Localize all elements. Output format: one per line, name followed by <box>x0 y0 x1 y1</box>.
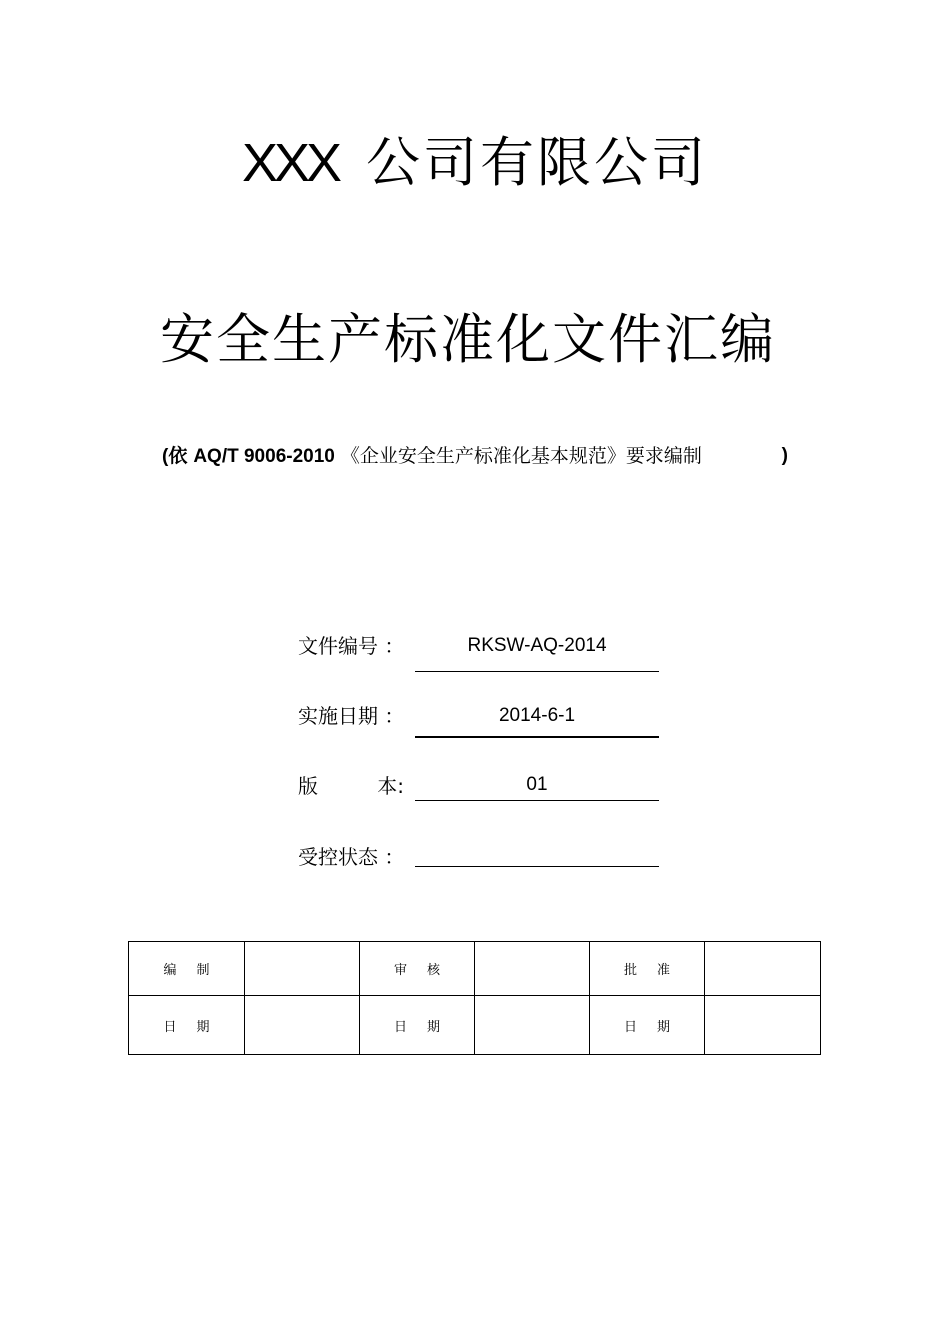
approve-label: 批准 <box>623 963 690 978</box>
compile-label-cell <box>129 942 245 996</box>
control-status-label: 受控状态 ： <box>298 845 405 869</box>
version-underline <box>415 800 659 801</box>
version-label-right: 本: <box>377 774 404 798</box>
compile-date-cell[interactable] <box>245 996 360 1055</box>
company-prefix: XXX <box>241 133 339 193</box>
compile-date-label-cell <box>129 996 245 1055</box>
approve-date-label: 日期 <box>623 1019 690 1035</box>
review-label-cell <box>360 942 475 996</box>
effective-date-value: 2014-6-1 <box>498 705 576 726</box>
company-name <box>0 128 950 198</box>
effective-date-label: 实施日期 ： <box>298 704 405 728</box>
standard-basis <box>162 441 802 471</box>
doc-number-field <box>298 631 660 671</box>
effective-date-underline <box>415 736 659 738</box>
approve-date-label-cell <box>590 996 705 1055</box>
control-status-field <box>298 842 660 882</box>
effective-date-field <box>298 701 660 741</box>
basis-standard-code: AQ/T 9006-2010 <box>193 446 335 467</box>
approve-label-cell <box>590 942 705 996</box>
basis-close: ) <box>781 445 788 466</box>
version-field <box>298 771 660 811</box>
review-date-cell[interactable] <box>475 996 590 1055</box>
basis-open: (依 <box>162 446 188 467</box>
company-suffix: 公司有限公司 <box>366 131 709 194</box>
doc-number-value: RKSW-AQ-2014 <box>467 635 607 656</box>
compile-date-label: 日期 <box>163 1019 230 1035</box>
compile-signature-cell[interactable] <box>245 942 360 996</box>
review-label: 审核 <box>393 963 460 978</box>
doc-number-label: 文件编号 ： <box>298 634 405 658</box>
doc-number-underline <box>415 671 659 672</box>
approve-date-cell[interactable] <box>705 996 821 1055</box>
approve-signature-cell[interactable] <box>705 942 821 996</box>
approval-row-dates <box>129 996 821 1055</box>
review-signature-cell[interactable] <box>475 942 590 996</box>
version-label-left: 版 <box>298 774 318 798</box>
version-value: 01 <box>526 774 548 795</box>
review-date-label-cell <box>360 996 475 1055</box>
document-title: 安全生产标准化文件汇编 <box>160 308 776 371</box>
approval-row-roles <box>129 942 821 996</box>
review-date-label: 日期 <box>393 1019 460 1035</box>
basis-text: 《企业安全生产标准化基本规范》要求编制 <box>340 445 702 467</box>
control-status-underline <box>415 866 659 867</box>
compile-label: 编制 <box>163 963 230 978</box>
approval-table <box>128 941 821 1055</box>
version-label <box>298 771 404 801</box>
